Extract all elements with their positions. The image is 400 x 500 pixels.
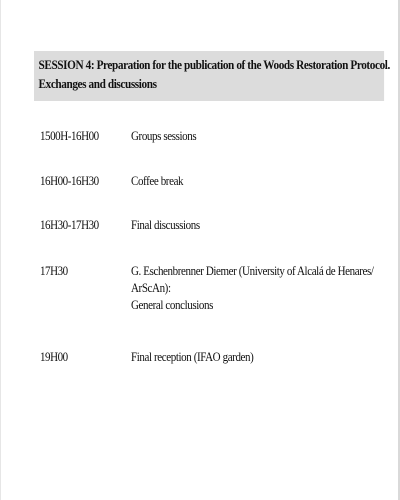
schedule-description-line: General conclusions (131, 298, 213, 312)
schedule-description (131, 263, 374, 314)
schedule-description (131, 217, 200, 234)
session-title-block (34, 51, 390, 101)
schedule-time: 1500H-16H00 (40, 129, 99, 143)
schedule-description-line: Coffee break (131, 174, 184, 188)
schedule-time: 16H30-17H30 (40, 218, 99, 232)
schedule-time: 17H30 (40, 264, 68, 278)
schedule-description (131, 349, 253, 366)
schedule-time: 16H00-16H30 (40, 174, 99, 188)
schedule-description-line: G. Eschenbrenner Diemer (University of Alcalá de Henares/ (131, 264, 374, 278)
schedule-description-line: ArScAn): (131, 281, 171, 295)
schedule-description-line: Final discussions (131, 218, 200, 232)
session-subtitle-line: Exchanges and discussions (38, 77, 157, 91)
schedule-description-line: Groups sessions (131, 129, 197, 143)
schedule-description-line: Final reception (IFAO garden) (131, 350, 254, 364)
session-title-line: SESSION 4: Preparation for the publication of the Woods Restoration Protocol. (38, 58, 390, 72)
schedule-description (131, 173, 183, 190)
schedule-description (131, 128, 196, 145)
schedule-time: 19H00 (40, 350, 68, 364)
